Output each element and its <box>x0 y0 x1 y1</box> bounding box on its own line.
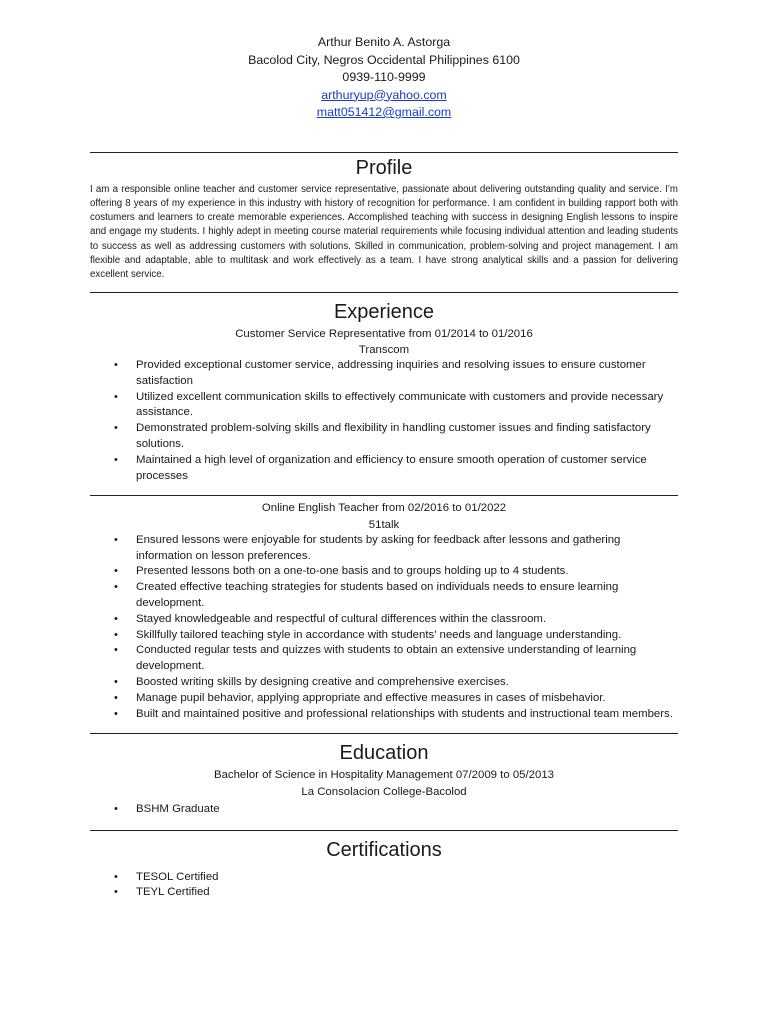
bullet-icon: • <box>114 691 118 704</box>
bullet-icon: • <box>114 422 118 435</box>
school-name: La Consolacion College-Bacolod <box>301 785 467 798</box>
bullet-icon: • <box>114 886 118 899</box>
bullet-icon: • <box>114 644 118 657</box>
list-item: • TEYL Certified <box>90 885 678 901</box>
degree: Bachelor of Science in Hospitality Management 07/2009 to 05/2013 <box>213 769 555 782</box>
bullet-icon: • <box>114 628 118 641</box>
bullet-icon: • <box>114 581 118 594</box>
list-item: • Ensured lessons were enjoyable for students by asking for feedback after lessons and gathering information on lesson preferences. <box>114 533 621 562</box>
list-item: • Maintained a high level of organization and efficiency to ensure smooth operation of customer service processes <box>114 453 647 482</box>
bullet-icon: • <box>114 802 118 815</box>
divider <box>90 733 678 734</box>
bullet-icon: • <box>114 453 118 466</box>
bullet-icon: • <box>114 870 118 883</box>
list-item: • Boosted writing skills by designing creative and comprehensive exercises. <box>90 675 678 691</box>
list-item: • Conducted regular tests and quizzes with students to obtain an extensive understanding of learning development. <box>114 644 637 673</box>
resume-page <box>90 34 678 901</box>
experience-heading: Experience <box>333 300 435 323</box>
certifications-heading: Certifications <box>326 838 442 861</box>
job-transcom <box>90 326 678 485</box>
email-link-yahoo[interactable]: arthuryup@yahoo.com <box>321 87 447 102</box>
list-item: • Created effective teaching strategies for students based on individuals needs to ensure learning development. <box>114 581 619 609</box>
divider <box>90 830 678 831</box>
bullet-icon: • <box>114 612 118 625</box>
education-list <box>90 802 678 818</box>
job-company: 51talk <box>368 518 400 531</box>
divider <box>90 152 678 153</box>
job-51talk <box>90 500 678 722</box>
bullet-icon: • <box>114 358 118 371</box>
list-item: • Built and maintained positive and professional relationships with students and instructional team members. <box>90 707 678 723</box>
bullet-icon: • <box>114 533 118 546</box>
list-item: • Provided exceptional customer service, addressing inquiries and resolving issues to ensure customer satisfaction <box>114 358 646 387</box>
divider <box>90 292 678 293</box>
list-item: • TESOL Certified <box>90 870 678 886</box>
list-item: • BSHM Graduate <box>90 802 678 818</box>
certifications-list <box>90 870 678 902</box>
bullet-icon: • <box>114 675 118 688</box>
job-duties-list <box>90 358 678 484</box>
email-link-gmail[interactable]: matt051412@gmail.com <box>316 105 452 119</box>
list-item: • Presented lessons both on a one-to-one basis and to groups holding up to 4 students. <box>90 564 678 580</box>
list-item: • Demonstrated problem-solving skills and flexibility in handling customer issues and finding satisfactory solutions. <box>114 422 651 450</box>
education-heading: Education <box>339 742 429 765</box>
profile-summary: I am a responsible online teacher and customer service representative, passionate about delivering outstanding quality and service. I’m offering 8 years of my experience in this industry with history of recognition for performance. I am confident in building rapport both with costumers and learners to create memorable experiences. Accomplished teaching with success in designing English lessons to inspire and engage my students. I highly adept in meeting course material requirements while focusing individual attention and leading students to success as well as addressing customers with solutions. Skilled in communication, problem-solving and project management. I am flexible and adaptable, able to multitask and work effectively as a team. I have strong analytical skills and a passion for delivering excellent service. <box>90 183 678 281</box>
bullet-icon: • <box>114 707 118 720</box>
phone-number: 0939-110-9999 <box>342 70 426 84</box>
list-item: • Utilized excellent communication skills to effectively communicate with customers and provide necessary assistance. <box>114 390 664 419</box>
job-role: Customer Service Representative from 01/2014 to 01/2016 <box>235 327 533 340</box>
bullet-icon: • <box>114 565 118 578</box>
job-duties-list <box>90 533 678 723</box>
job-role: Online English Teacher from 02/2016 to 01/2022 <box>261 502 507 515</box>
profile-heading: Profile <box>355 156 413 179</box>
job-company: Transcom <box>358 343 410 356</box>
divider <box>90 495 678 496</box>
address: Bacolod City, Negros Occidental Philippines 6100 <box>248 52 520 67</box>
full-name: Arthur Benito A. Astorga <box>317 35 451 49</box>
contact-header <box>90 34 678 122</box>
list-item: • Manage pupil behavior, applying appropriate and effective measures in cases of misbehavior. <box>90 691 678 707</box>
list-item: • Skillfully tailored teaching style in accordance with students’ needs and language understanding. <box>90 628 678 644</box>
bullet-icon: • <box>114 390 118 403</box>
list-item: • Stayed knowledgeable and respectful of cultural differences within the classroom. <box>90 612 678 628</box>
